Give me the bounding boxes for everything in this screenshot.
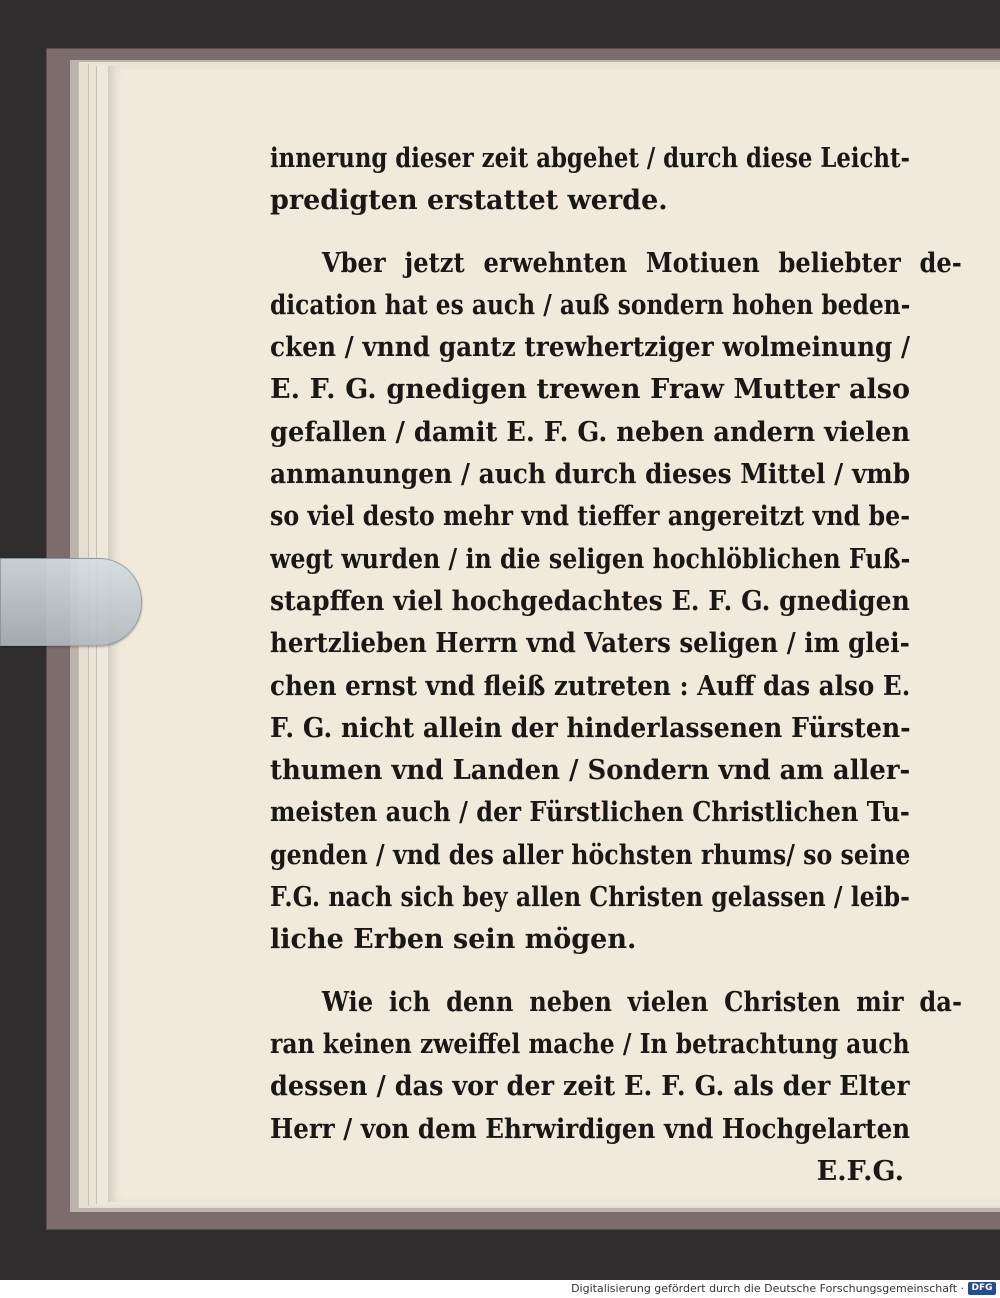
dfg-logo: DFG [968,1282,996,1295]
plastic-clip [0,558,142,646]
text-line: Vber jetzt erwehnten Motiuen beliebter de- [321,247,962,279]
text-line: F. G. nicht allein der hinderlassenen Fürsten- [270,712,911,744]
text-line: stapffen viel hochgedachtes E. F. G. gnedigen [270,585,910,617]
text-line: E. F. G. gnedigen trewen Fraw Mutter also [270,374,910,406]
text-line: F.G. nach sich bey allen Christen gelassen / leib- [270,882,910,914]
text-line: innerung dieser zeit abgehet / durch diese Leicht- [270,143,910,174]
text-line: wegt wurden / in die seligen hochlöblichen Fuß- [270,543,911,575]
text-line: hertzlieben Herrn vnd Vaters seligen / im glei- [270,628,910,660]
catchword: E.F.G. [816,1155,904,1187]
text-line: Herr / von dem Ehrwirdigen vnd Hochgelarten [270,1113,910,1145]
text-line: so viel desto mehr vnd tieffer angereitzt vnd be- [270,501,910,533]
footer-credit: Digitalisierung gefördert durch die Deutsche Forschungsgemeinschaft · [571,1282,964,1295]
paragraph-gap [270,962,910,982]
text-line: liche Erben sein mögen. [270,924,637,956]
text-line: meisten auch / der Fürstlichen Christlichen Tu- [270,797,910,829]
text-line: chen ernst vnd fleiß zutreten : Auff das also E. [270,670,911,702]
text-line: predigten erstattet werde. [270,185,668,217]
text-line: cken / vnnd gantz trewhertziger wolmeinung / [270,332,911,364]
text-line: thumen vnd Landen / Sondern vnd am aller- [270,755,911,787]
text-line: ran keinen zweiffel mache / In betrachtung auch [270,1028,910,1060]
page-text-block [270,138,962,1193]
paragraph-gap [270,223,910,243]
text-line: Wie ich denn neben vielen Christen mir da- [321,986,962,1018]
text-line: anmanungen / auch durch dieses Mittel / vmb [270,459,911,491]
text-line: dication hat es auch / auß sondern hohen beden- [270,289,911,321]
text-line: genden / vnd des aller höchsten rhums/ so seine [270,839,911,871]
text-line: dessen / das vor der zeit E. F. G. als der Elter [270,1071,910,1103]
text-line: gefallen / damit E. F. G. neben andern vielen [270,416,910,448]
